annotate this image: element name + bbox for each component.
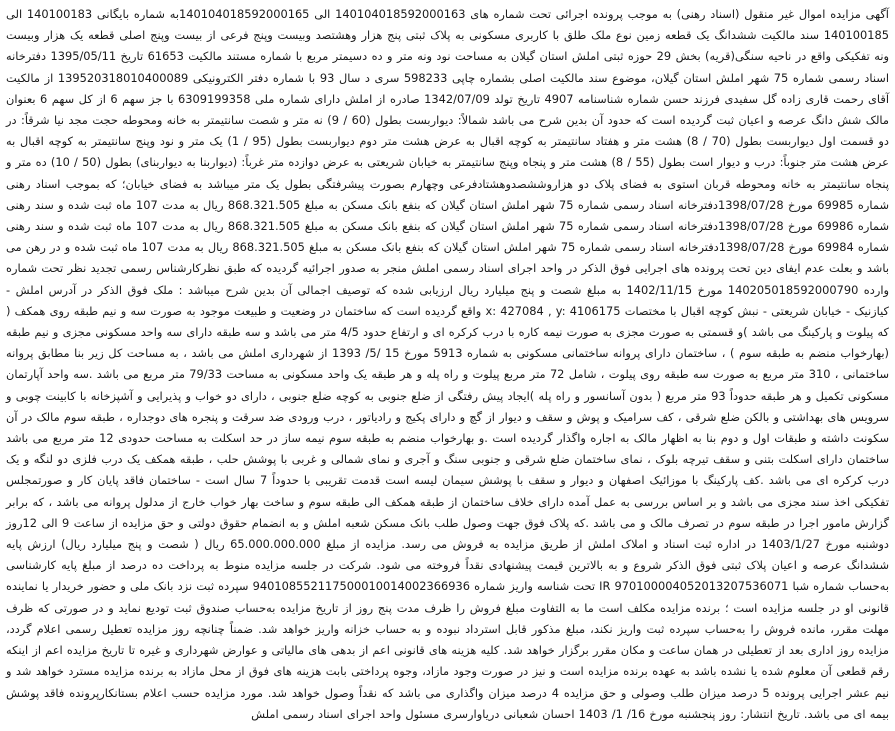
auction-notice-text: آگهی مزایده اموال غیر منقول (اسناد رهنی) به موجب پرونده اجرائی تحت شماره های 140104018592000163 الی 140104018592000165به شماره بایگانی 140100183 الی 140100185 سند مالکیت ششدانگ یک قطعه زمین نوع ملک طلق با کاربری مسکونی به پلاک ثبتی پنج هزار وهشتصد وبیست وپنج فرعی از بیست وپنج اصلی قطعه یک هزار وبیست ونه تفکیکی واقع در ناحیه سنگی(قریه) بخش 29 حوزه ثبتی املش استان گیلان به مساحت نود ونه متر و ده دسیمتر مربع با شماره مستند مالکیت 61653 تاریخ 1395/05/11 دفترخانه اسناد رسمی شماره 75 شهر املش استان گیلان، موضوع سند مالکیت اصلی بشماره چاپی 598233 سری د سال 93 با شماره دفتر الکترونیکی 139520318010400089 از مالکیت آقای رحمت قاری زاده گل سفیدی فرزند حسن شماره شناسنامه 4907 تاریخ تولد 1342/07/09 صادره از املش دارای شماره ملی 6309199358 با جز سهم 6 از کل سهم 6 بعنوان مالک شش دانگ عرصه و اعیان ثبت گردیده است که حدود آن بدین شرح می باشد شمالاً: دیواربست بطول (60 / 9) نه متر و شصت سانتیمتر به خانه ومحوطه حجت مجد نیا شرقاً: در دو قسمت اول دیواربست بطول (70 / 8) هشت متر و هفتاد سانتیمتر به کوچه اقبال به عرض هشت متر دوم دیواربست بطول (95 / 1) یک متر و نود وپنج سانتیمتر به کوچه اقبال به عرض هشت متر جنوباً: درب و دیوار است بطول (55 / 8) هشت متر و پنجاه وپنج سانتیمتر به خیابان شریعتی به عرض دوازده متر غرباً: (دیواربنا به دیواربنای) بطول (50 / 10) ده متر و پنجاه سانتیمتر به خانه ومحوطه قربان استوی به فضای پلاک دو هزاروششصدوهشتادفرعی وچهارم بصورت پیشرفتگی بطول یک متر میباشد به فضای خیابان؛ که بموجب اسناد رهنی شماره 69985 مورخ 1398/07/28دفترخانه اسناد رسمی شماره 75 شهر املش استان گیلان که بنفع بانک مسکن به مبلغ 868.321.505 ریال به مدت 107 ماه ثبت شده و سند رهنی شماره 69986 مورخ 1398/07/28دفترخانه اسناد رسمی شماره 75 شهر املش استان گیلان که بنفع بانک مسکن به مبلغ 868.321.505 ریال به مدت 107 ماه ثبت شده و سند رهنی شماره 69984 مورخ 1398/07/28دفترخانه اسناد رسمی شماره 75 شهر املش استان گیلان که بنفع بانک مسکن به مبلغ 868.321.505 ریال به مدت 107 ماه ثبت شده و در رهن می باشد و بعلت عدم ایفای دین تحت پرونده های اجرایی فوق الذکر در واحد اجرای اسناد رسمی املش منجر به صدور اجرائیه گردیده که طبق نظرکارشناس رسمی تجدید نظر تحت شماره وارده 140205018592000790 مورخ 1402/11/15 به مبلغ شصت و پنج میلیارد ریال ارزیابی شده که توصیف اجمالی آن بدین شرح میباشد : ملک فوق الذکر در آدرس املش - کیازنیک - خیابان شریعتی - نبش کوچه اقبال با مختصات x: 427084 , y: 4106175 واقع گردیده است که ساختمان در وضعیت و طبیعت موجود به صورت سه و نیم طبقه روی همکف ( که پیلوت و پارکینگ می باشد )و قسمتی به صورت مجزی به صورت نیمه کاره با درب کرکره ای و ارتفاع حدود 4/5 متر می باشد و سه طبقه دارای سه واحد مسکونی مجزی و نیم طبقه (بهارخواب منضم به طبقه سوم ) ، ساختمان دارای پروانه ساختمانی مسکونی به شماره 5913 مورخ 15 /5/ 1393 از شهرداری املش می باشد ، به مساحت کل زیر بنا مطابق پروانه ساختمانی ، 310 متر مربع به صورت سه طبقه روی پیلوت ، شامل 72 متر مربع پیلوت و راه پله و هر طبقه یک واحد مسکونی به مساحت 79/33 متر مربع می باشد .سه واحد آپارتمان مسکونی تکمیل و هر طبقه حدوداً 93 متر مربع ( بدون آسانسور و راه پله )ایجاد پیش رفتگی از ضلع جنوبی به کوچه ضلع جنوبی ، دارای دو خواب و پذیرایی و آشپزخانه با کابینت چوبی و سرویس های بهداشتی و بالکن ضلع شرقی ، کف سرامیک و پوش و سقف و دیوار از گچ و دارای پکیج و رادیاتور ، درب ورودی ضد سرقت و پنجره های دوجداره ، طبقه سوم مالک در آن سکونت داشته و طبقات اول و دوم بنا به اظهار مالک به اجاره واگذار گردیده است .و بهارخواب منضم به طبقه سوم نیمه ساز در حد اسکلت به مساحت حدودی 12 متر مربع می باشد ساختمان دارای اسکلت بتنی و سقف تیرچه بلوک ، نمای ساختمان ضلع شرقی و جنوبی سنگ و آجری و نمای شمالی و غربی با پوشش حلب ، طبقه همکف یک درب فلزی دو لنگه و یک درب کرکره ای می باشد .کف پارکینگ با موزائیک اصفهان و دیوار و سقف با پوشش سیمان لیسه است قدمت تقریبی با حدوداً 7 سال است - ساختمان فاقد پایان کار و صورتمجلس تفکیکی اخذ سند مجزی می باشد و بر اساس بررسی به عمل آمده دارای خلاف ساختمان از طبقه همکف الی طبقه سوم و ساخت بهار خواب خارج از مدلول پروانه می باشد ، که برابر گزارش مامور اجرا در طبقه سوم در تصرف مالک و می باشد .که پلاک فوق جهت وصول طلب بانک مسکن شعبه املش و به انضمام حقوق دولتی و حق مزایده از ساعت 9 الی 12روز دوشنبه مورخ 1403/1/27 در اداره ثبت اسناد و املاک املش از طریق مزایده به فروش می رسد. مزایده از مبلغ 65.000.000.000 ریال ( شصت و پنج میلیارد ریال) ارزش پایه ششدانگ عرصه و اعیان پلاک ثبتی فوق الذکر شروع و به بالاترین قیمت پیشنهادی نقداً فروخته می شود. شرکت در جلسه مزایده منوط به پرداخت ده درصد از مبلغ پایه کارشناسی به‌حساب شماره شبا IR 970100004052013207536071 تحت شناسه واریز شماره 940108552117500010014002366936 سپرده ثبت نزد بانک ملی و حضور خریدار یا نماینده قانونی او در جلسه مزایده است ؛ برنده مزایده مکلف است ما به التفاوت مبلغ فروش را ظرف مدت پنج روز از تاریخ مزایده به‌حساب صندوق ثبت تودیع نماید و در صورتی که ظرف مهلت مقرر، مانده فروش را به‌حساب سپرده ثبت واریز نکند، مبلغ مذکور قابل استرداد نبوده و به حساب خزانه واریز خواهد شد. ضمناً چنانچه روز مزایده تعطیل رسمی اعلام گردد، مزایده روز اداری بعد از تعطیلی در همان ساعت و مکان مقرر برگزار خواهد شد. کلیه هزینه های قانونی اعم از بدهی های مالیاتی و عوارض شهرداری و غیره تا تاریخ مزایده اعم از اینکه رقم قطعی آن معلوم شده یا نشده باشد به عهده برنده مزایده است و نیز در صورت وجود مازاد، وجوه پرداختی بابت هزینه های فوق از محل مازاد به برنده مزایده مسترد خواهد شد و نیم عشر اجرایی پرونده 5 درصد میزان طلب وصولی و حق مزایده 4 درصد میزان واگذاری می باشد که نقداً وصول خواهد شد. مورد مزایده حسب اعلام بستانکارپرونده فاقد پوشش بیمه ای می باشد. تاریخ انتشار: روز پنجشنبه مورخ 16/ 1/ 1403 احسان شعبانی دریاوارسری مسئول واحد اجرای اسناد رسمی املش <box>6 7 890 721</box>
